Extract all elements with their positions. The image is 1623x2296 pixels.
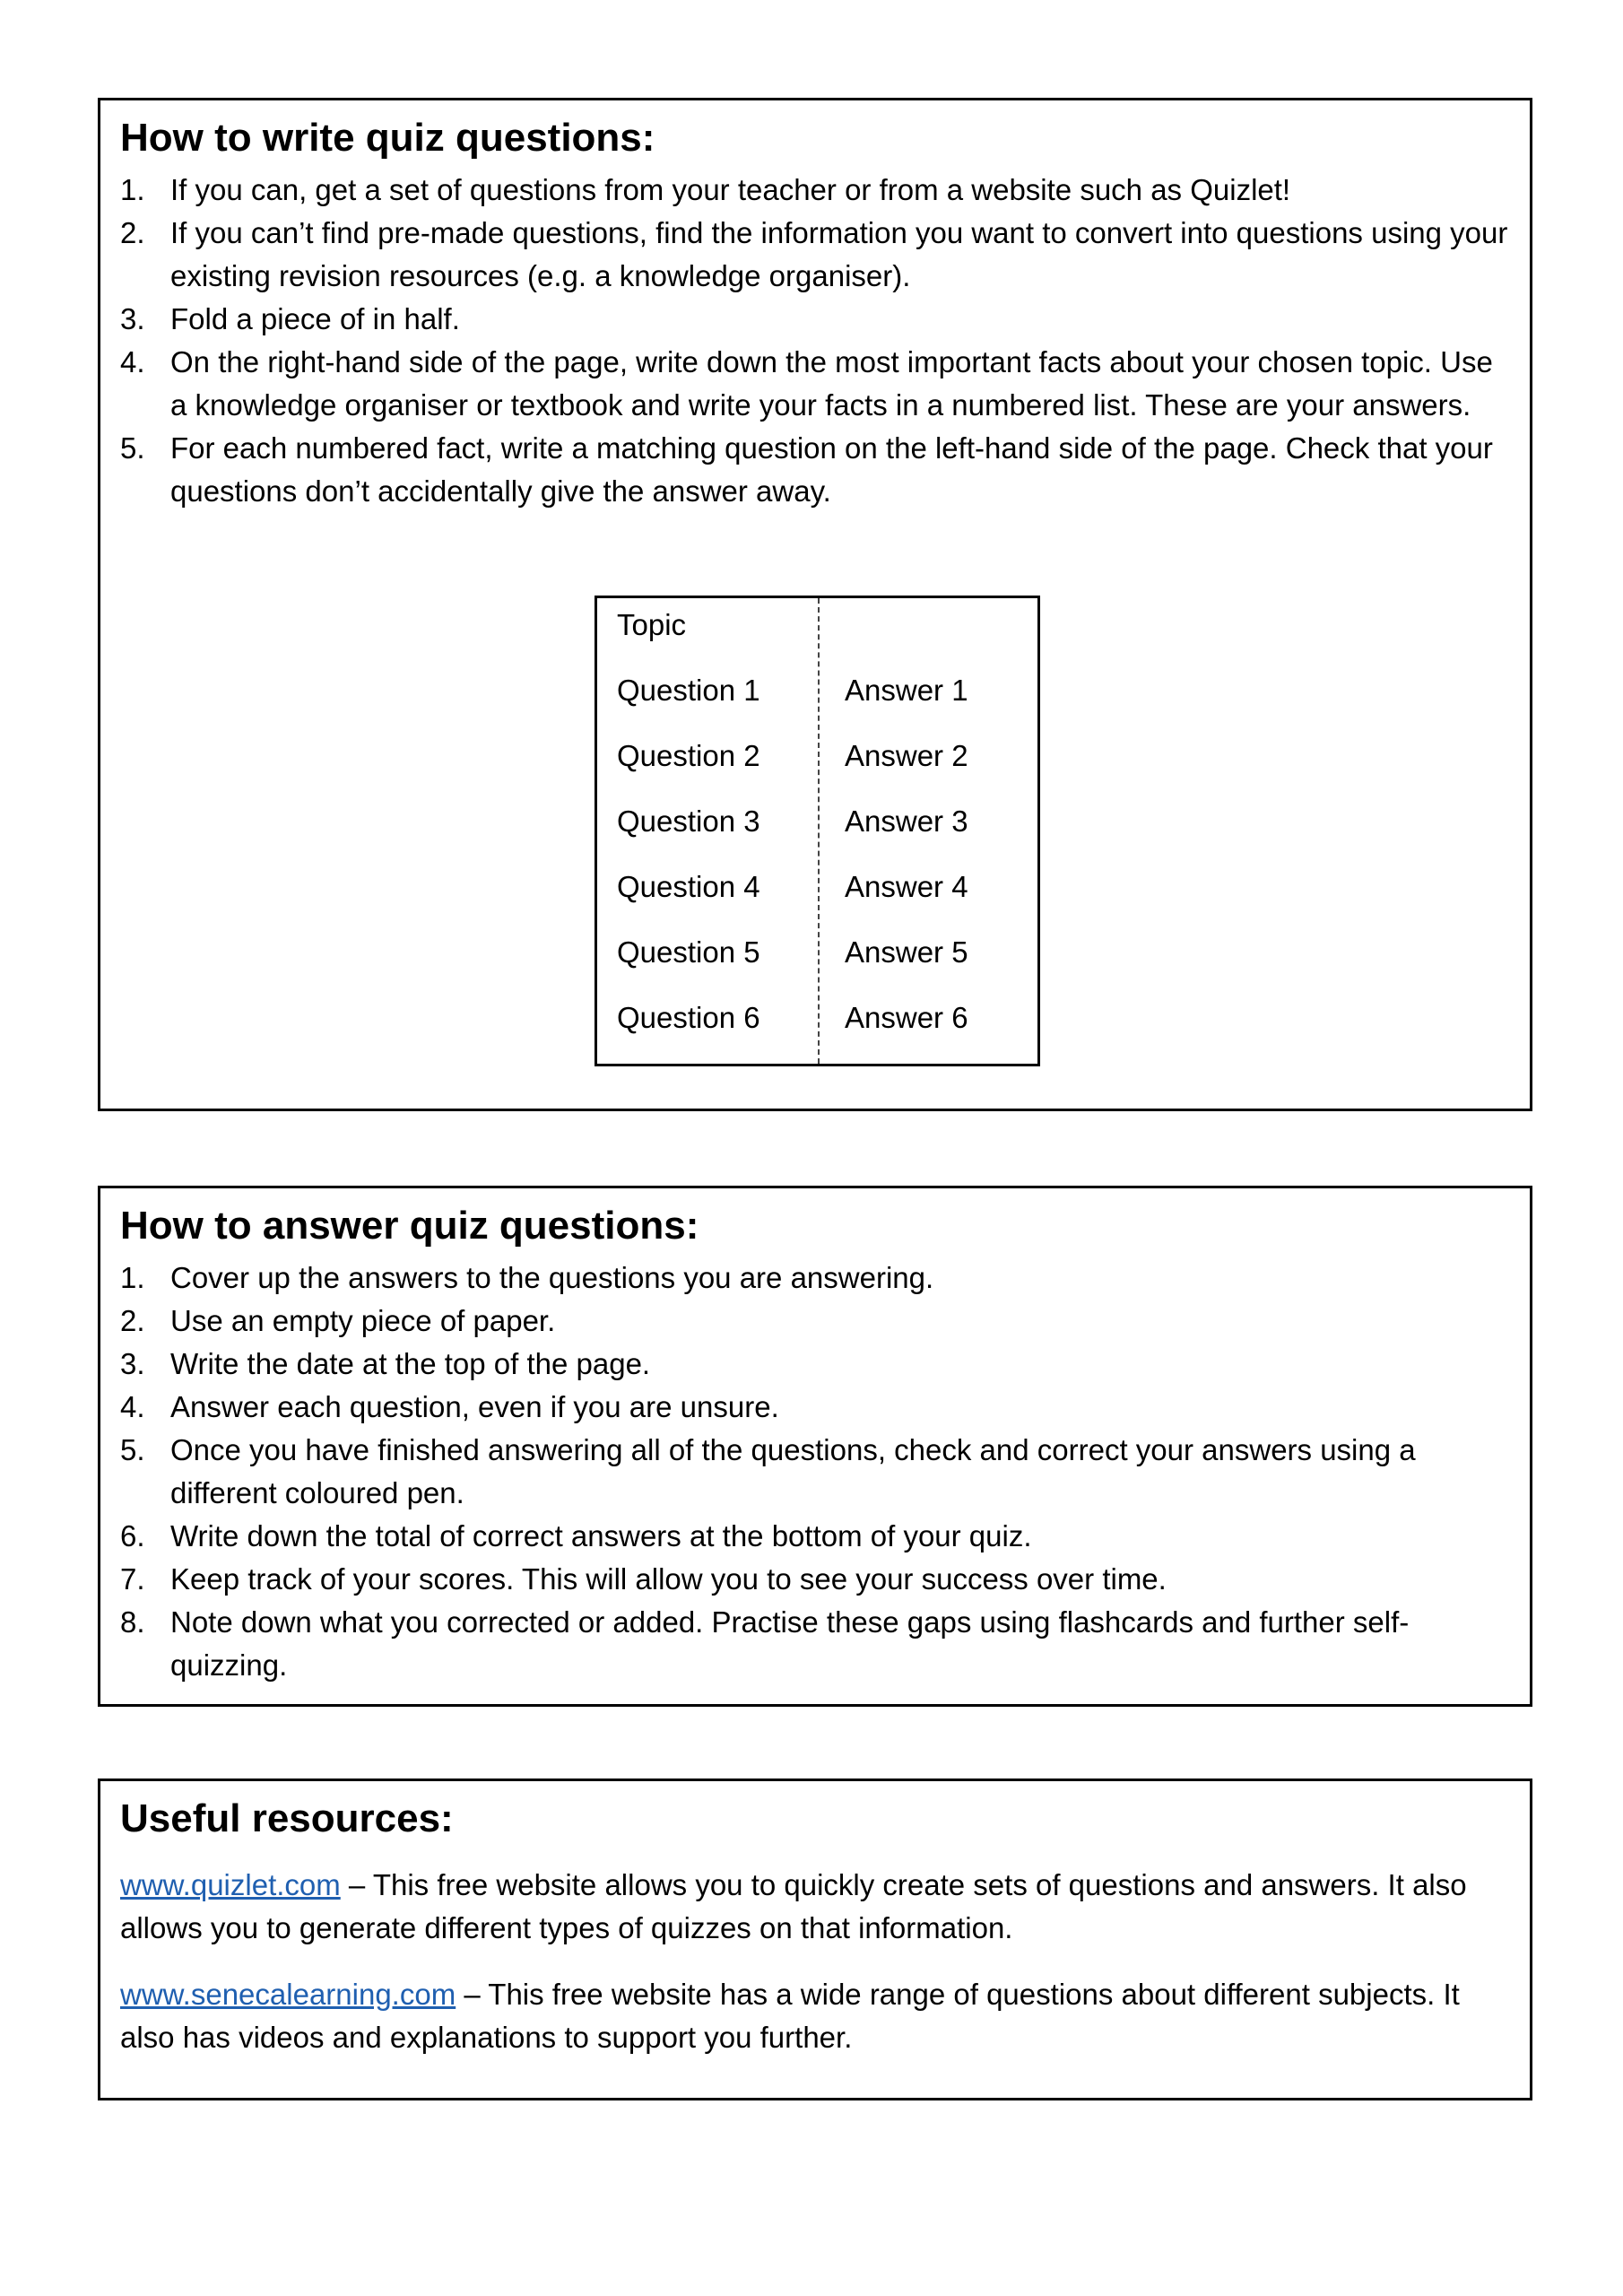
step-text: If you can, get a set of questions from your teacher or from a website such as Quizlet! [170,173,1291,206]
write-steps-list [120,169,1510,513]
senecalearning-link[interactable]: www.senecalearning.com [120,1978,456,2011]
write-questions-title: How to write quiz questions: [120,116,655,160]
step-text: Cover up the answers to the questions you are answering. [170,1261,934,1294]
resource-entry-quizlet [120,1864,1510,1950]
write-questions-panel [98,98,1532,1111]
step-text: Note down what you corrected or added. Practise these gaps using flashcards and further self-quizzing. [170,1605,1410,1682]
list-item [120,1386,1510,1429]
step-number: 8. [120,1605,145,1639]
quizlet-link[interactable]: www.quizlet.com [120,1868,341,1901]
step-number: 3. [120,1347,145,1380]
question-label: Question 4 [617,870,760,903]
list-item [120,427,1510,513]
step-text: Keep track of your scores. This will allow you to see your success over time. [170,1562,1167,1596]
answer-label: Answer 1 [845,674,968,707]
resource-description: – This free website allows you to quickly create sets of questions and answers. It also allows you to generate different types of quizzes on that information. [120,1868,1467,1944]
step-number: 6. [120,1519,145,1552]
answer-label: Answer 3 [845,804,968,838]
answer-steps-list [120,1257,1510,1687]
step-text: Fold a piece of in half. [170,302,460,335]
answer-questions-panel [98,1186,1532,1707]
step-number: 1. [120,1261,145,1294]
list-item [120,341,1510,427]
question-label: Question 6 [617,1001,760,1034]
useful-resources-panel [98,1779,1532,2100]
list-item [120,1343,1510,1386]
step-text: On the right-hand side of the page, write down the most important facts about your chosen topic. Use a knowledge organiser or textbook and write your facts in a numbered list. These are your answers. [170,345,1493,422]
example-quiz-table [595,596,1040,1066]
answer-label: Answer 6 [845,1001,968,1034]
step-number: 5. [120,431,145,465]
step-number: 7. [120,1562,145,1596]
list-item [120,212,1510,298]
answer-questions-title: How to answer quiz questions: [120,1204,699,1248]
step-number: 2. [120,216,145,249]
topic-label: Topic [617,608,687,641]
question-label: Question 5 [617,935,760,969]
step-text: If you can’t find pre-made questions, find the information you want to convert into questions using your existing revision resources (e.g. a knowledge organiser). [170,216,1508,292]
list-item [120,169,1510,212]
list-item [120,1257,1510,1300]
step-text: Answer each question, even if you are unsure. [170,1390,779,1423]
step-text: Once you have finished answering all of the questions, check and correct your answers using a different coloured pen. [170,1433,1416,1509]
step-number: 5. [120,1433,145,1466]
list-item [120,1601,1510,1687]
list-item [120,1300,1510,1343]
question-label: Question 1 [617,674,760,707]
step-number: 4. [120,345,145,378]
step-number: 2. [120,1304,145,1337]
question-label: Question 2 [617,739,760,772]
step-text: Write down the total of correct answers at the bottom of your quiz. [170,1519,1032,1552]
list-item [120,1515,1510,1558]
question-label: Question 3 [617,804,760,838]
fold-line [818,598,820,1064]
resource-description: – This free website has a wide range of questions about different subjects. It also has videos and explanations to support you further. [120,1978,1460,2054]
step-text: Write the date at the top of the page. [170,1347,651,1380]
answer-label: Answer 4 [845,870,968,903]
answer-label: Answer 5 [845,935,968,969]
list-item [120,298,1510,341]
list-item [120,1429,1510,1515]
resources-title: Useful resources: [120,1796,454,1840]
answer-label: Answer 2 [845,739,968,772]
step-number: 1. [120,173,145,206]
list-item [120,1558,1510,1601]
step-text: Use an empty piece of paper. [170,1304,556,1337]
step-number: 4. [120,1390,145,1423]
step-number: 3. [120,302,145,335]
resource-entry-seneca [120,1973,1510,2059]
step-text: For each numbered fact, write a matching question on the left-hand side of the page. Check that your questions don’t accidentally give the answer away. [170,431,1493,508]
